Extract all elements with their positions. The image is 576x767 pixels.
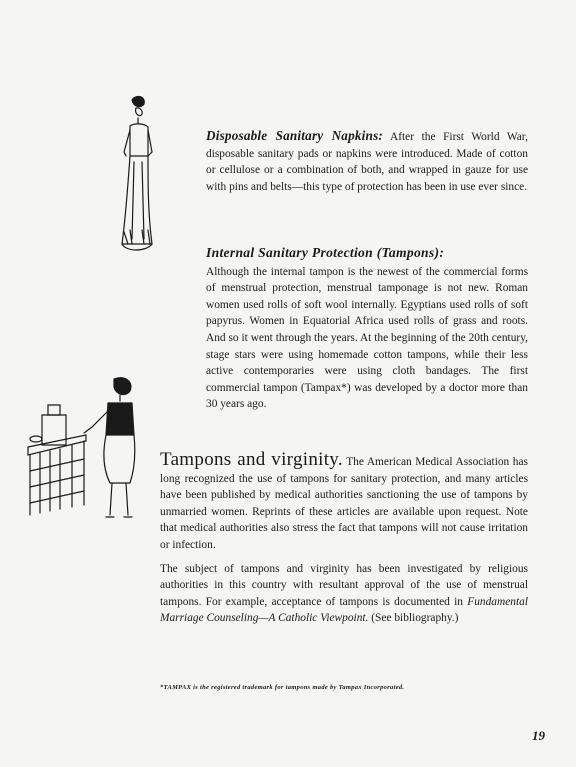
tampons-heading: Internal Sanitary Protection (Tampons): xyxy=(206,245,445,260)
virginity-paragraph-1 xyxy=(160,449,528,554)
virginity-section xyxy=(160,449,528,627)
napkins-section xyxy=(206,128,528,195)
virginity-paragraph-2 xyxy=(160,561,528,627)
napkins-body: After the First World War, disposable sanitary pads or napkins were introduced. Made of cotton or cellulose or a combination of both, and wrapped in gauze for use with pins and belts—this type of protection has been in use ever since. xyxy=(206,131,528,193)
woman-at-shop-counter-illustration xyxy=(26,375,166,523)
virginity-para2-after: (See bibliography.) xyxy=(368,612,459,625)
book-title: Fundamental Marriage Counseling—A Catholic Viewpoint. xyxy=(160,595,528,625)
tampons-section xyxy=(206,245,528,413)
virginity-heading: Tampons and virginity. xyxy=(160,449,343,470)
napkins-heading: Disposable Sanitary Napkins: xyxy=(206,128,384,143)
virginity-body: The American Medical Association has long recognized the use of tampons for sanitary protection, and many articles have been published by medical authorities sanctioning the use of tampons by unmarried women. Reprints of these articles are available upon request. Note that medical authorities also stress the fact that tampons will not cause irritation or infection. xyxy=(160,456,528,551)
napkins-paragraph xyxy=(206,128,528,195)
trademark-footnote: *TAMPAX is the registered trademark for tampons made by Tampax Incorporated. xyxy=(160,684,405,691)
virginity-para2-before: The subject of tampons and virginity has been investigated by religious authorities in this country with resultant approval of the use of menstrual tampons. For example, acceptance of tampons is documented in xyxy=(160,562,528,608)
page-number: 19 xyxy=(532,728,545,743)
woman-in-gown-illustration xyxy=(112,94,162,264)
tampons-body: Although the internal tampon is the newest of the commercial forms of menstrual protection, menstrual tamponage is not new. Roman women used rolls of soft wool internally. Egyptians used rolls of soft papyrus. Women in Equatorial Africa used rolls of grass and roots. And so it went through the years. At the beginning of the 20th century, stage stars were using homemade cotton tampons, while their less active contemporaries were using cloth bandages. The first commercial tampon (Tampax*) was developed by a doctor more than 30 years ago. xyxy=(206,265,528,411)
